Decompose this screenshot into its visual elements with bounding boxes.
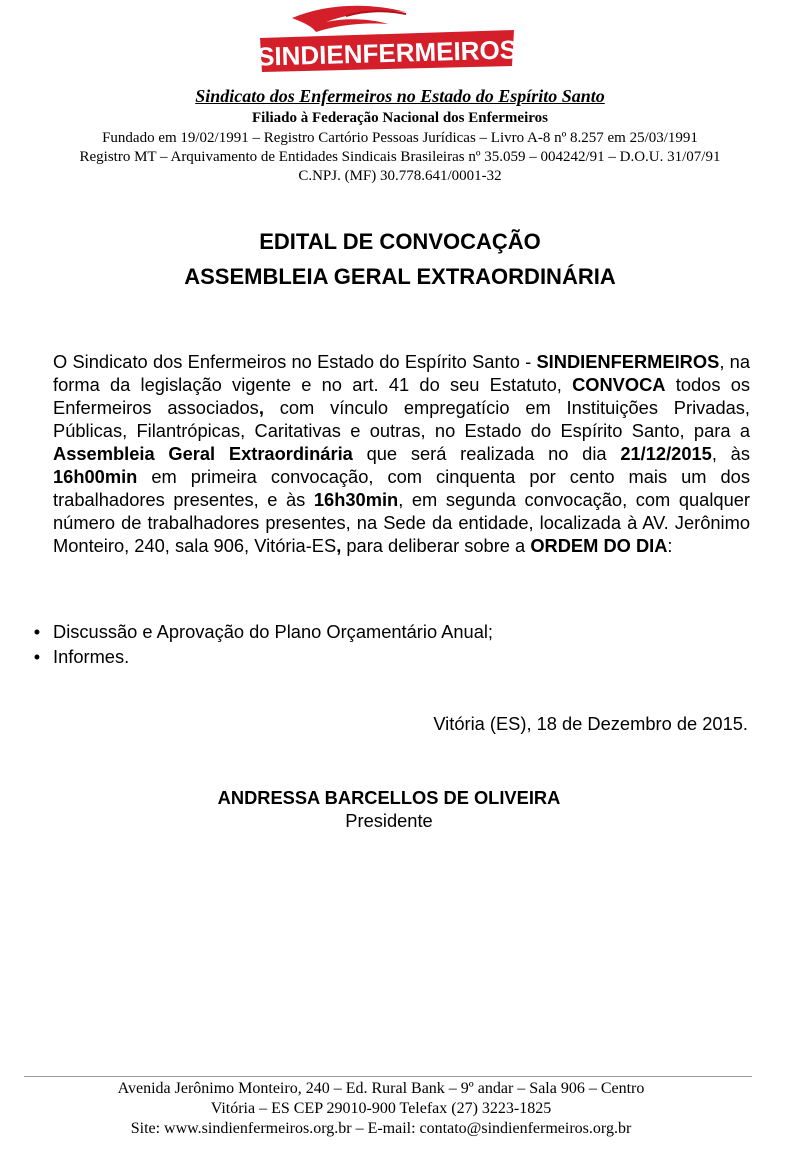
- convocation-paragraph: [53, 350, 750, 557]
- signatory-role: Presidente: [345, 810, 433, 831]
- body-text-segment: , na forma da legislação vigente e no art. 41 do seu Estatuto,: [53, 351, 750, 395]
- agenda-item-text: Informes.: [53, 646, 130, 667]
- org-affiliation: Filiado à Federação Nacional dos Enfermeiros: [252, 110, 548, 126]
- body-text-segment: em primeira convocação, com cinquenta por cento mais um dos trabalhadores presentes, e às: [53, 466, 750, 510]
- body-bold-segment: ,: [336, 535, 342, 556]
- body-text-segment: O Sindicato dos Enfermeiros no Estado do Espírito Santo -: [53, 351, 537, 372]
- body-text-segment: todos os Enfermeiros associados: [53, 374, 751, 418]
- document-title: EDITAL DE CONVOCAÇÃO: [259, 229, 541, 254]
- body-text-segment: , em segunda convocação, com qualquer número de trabalhadores presentes, na Sede da entidade, localizada à AV. Jerônimo Monteiro, 240, sala 906, Vitória-ES: [53, 489, 750, 556]
- second-call-time: 16h30min: [313, 489, 399, 510]
- bullet-icon: •: [33, 646, 41, 667]
- org-name: Sindicato dos Enfermeiros no Estado do Espírito Santo: [195, 86, 605, 106]
- agenda-heading: ORDEM DO DIA: [530, 535, 668, 556]
- body-bold-segment: CONVOCA: [572, 374, 666, 395]
- list-item: [33, 644, 750, 669]
- logo-swoosh-icon: [292, 6, 406, 32]
- body-text-segment: que será realizada no dia: [352, 443, 621, 464]
- org-cnpj-line: C.NPJ. (MF) 30.778.641/0001-32: [298, 168, 502, 184]
- document-subtitle: ASSEMBLEIA GERAL EXTRAORDINÁRIA: [184, 264, 616, 289]
- org-registry-line: Registro MT – Arquivamento de Entidades Sindicais Brasileiras nº 35.059 – 004242/91 – D.O.U. 31/07/91: [79, 149, 721, 165]
- bullet-icon: •: [33, 621, 41, 642]
- footer-divider: [24, 1076, 752, 1077]
- sindienfermeiros-logo: [256, 2, 518, 84]
- meeting-date: 21/12/2015: [620, 443, 712, 464]
- body-text-segment: com vínculo empregatício em Instituições Privadas, Públicas, Filantrópicas, Caritativas e outras, no Estado do Espírito Santo, para a: [53, 397, 750, 441]
- document-date: Vitória (ES), 18 de Dezembro de 2015.: [433, 713, 748, 734]
- footer-city-phone: Vitória – ES CEP 29010-900 Telefax (27) 3223-1825: [210, 1100, 552, 1117]
- body-bold-segment: Assembleia Geral Extraordinária: [53, 443, 353, 464]
- body-bold-segment: ,: [258, 397, 264, 418]
- signatory-name: ANDRESSA BARCELLOS DE OLIVEIRA: [217, 787, 561, 808]
- logo-text: SINDIENFERMEIROS: [256, 34, 518, 72]
- agenda-item-text: Discussão e Aprovação do Plano Orçamentário Anual;: [53, 621, 494, 642]
- first-call-time: 16h00min: [53, 466, 138, 487]
- body-text-segment: para deliberar sobre a: [341, 535, 531, 556]
- body-bold-segment: SINDIENFERMEIROS: [536, 351, 720, 372]
- footer-contact: Site: www.sindienfermeiros.org.br – E-mail: contato@sindienfermeiros.org.br: [130, 1120, 632, 1137]
- agenda-list: [33, 619, 750, 669]
- body-text-segment: , às: [711, 443, 750, 464]
- body-text-segment: :: [667, 535, 673, 556]
- list-item: [33, 619, 750, 644]
- org-registration-line: Fundado em 19/02/1991 – Registro Cartório Pessoas Jurídicas – Livro A-8 nº 8.257 em 25/03/1991: [102, 130, 698, 146]
- footer-address: Avenida Jerônimo Monteiro, 240 – Ed. Rural Bank – 9º andar – Sala 906 – Centro: [117, 1080, 645, 1097]
